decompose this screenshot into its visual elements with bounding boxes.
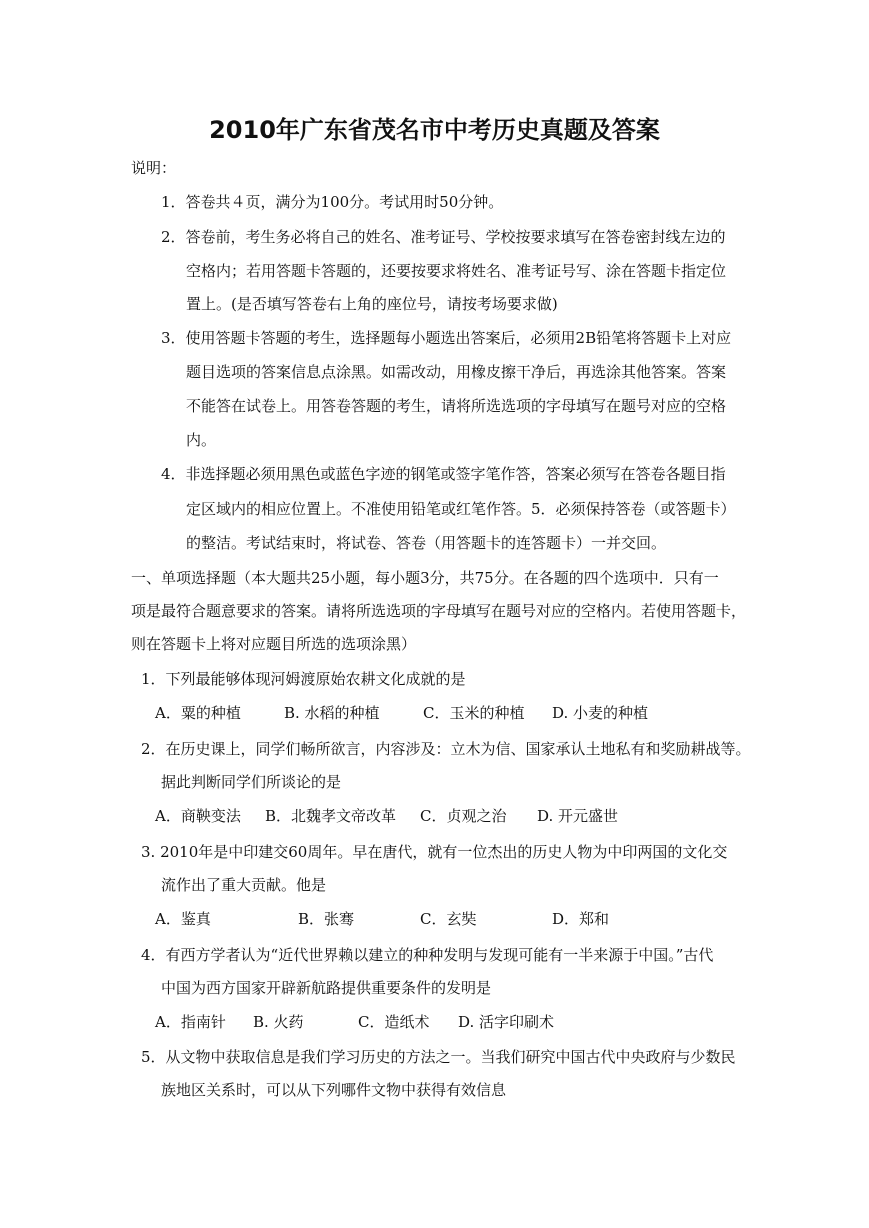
question-4-option-c: C．造纸术 <box>358 1013 430 1031</box>
question-2-stem-line-1: 2．在历史课上，同学们畅所欲言，内容涉及：立木为信、国家承认土地私有和奖励耕战等。 <box>141 740 751 758</box>
question-5-stem-line-2: 族地区关系时，可以从下列哪件文物中获得有效信息 <box>161 1081 507 1099</box>
intro-item-4-line-2: 定区域内的相应位置上。不准使用铅笔或红笔作答。5．必须保持答卷（或答题卡） <box>186 500 736 518</box>
intro-item-1-line-1: 1．答卷共４页，满分为100分。考试用时50分钟。 <box>161 193 504 211</box>
question-3-option-c: C．玄奘 <box>420 910 477 928</box>
question-4-option-a: A．指南针 <box>155 1013 226 1031</box>
question-4-stem-line-1: 4．有西方学者认为“近代世界赖以建立的种种发明与发现可能有一半来源于中国。”古代 <box>141 946 714 964</box>
question-2-option-a: A．商鞅变法 <box>155 807 241 825</box>
intro-item-2-line-3: 置上。(是否填写答卷右上角的座位号，请按考场要求做) <box>186 295 558 313</box>
question-2-options <box>155 806 715 826</box>
question-5-stem-line-1: 5．从文物中获取信息是我们学习历史的方法之一。当我们研究中国古代中央政府与少数民 <box>141 1048 736 1066</box>
question-2-option-c: C．贞观之治 <box>420 807 507 825</box>
page-title: 2010年广东省茂名市中考历史真题及答案 <box>209 116 660 144</box>
question-3-option-d: D．郑和 <box>552 910 610 928</box>
intro-item-2-line-1: 2．答卷前，考生务必将自己的姓名、准考证号、学校按要求填写在答卷密封线左边的 <box>161 228 726 246</box>
question-4-options <box>155 1012 715 1032</box>
question-1-option-b: B. 水稻的种植 <box>284 704 380 722</box>
section-heading-line-3: 则在答题卡上将对应题目所选的选项涂黑） <box>131 635 417 653</box>
question-3-stem-line-2: 流作出了重大贡献。他是 <box>161 876 327 894</box>
section-heading-line-2: 项是最符合题意要求的答案。请将所选选项的字母填写在题号对应的空格内。若使用答题卡， <box>131 602 747 620</box>
question-2-option-d: D. 开元盛世 <box>537 807 619 825</box>
intro-item-4-line-1: 4．非选择题必须用黑色或蓝色字迹的钢笔或签字笔作答，答案必须写在答卷各题目指 <box>161 465 726 483</box>
question-1-option-c: C．玉米的种植 <box>423 704 525 722</box>
intro-label: 说明： <box>131 159 177 177</box>
intro-item-3-line-1: 3．使用答题卡答题的考生，选择题每小题选出答案后，必须用2B铅笔将答题卡上对应 <box>161 329 732 347</box>
question-4-option-b: B. 火药 <box>253 1013 304 1031</box>
question-4-stem-line-2: 中国为西方国家开辟新航路提供重要条件的发明是 <box>161 979 492 997</box>
question-2-stem-line-2: 据此判断同学们所谈论的是 <box>161 773 342 791</box>
intro-item-4-line-3: 的整洁。考试结束时，将试卷、答卷（用答题卡的连答题卡）一并交回。 <box>186 534 667 552</box>
section-heading-line-1: 一、单项选择题（本大题共25小题，每小题3分，共75分。在各题的四个选项中．只有一 <box>131 569 719 587</box>
question-4-option-d: D. 活字印刷术 <box>458 1013 555 1031</box>
question-2-option-b: B．北魏孝文帝改革 <box>265 807 397 825</box>
question-1-stem: 1．下列最能够体现河姆渡原始农耕文化成就的是 <box>141 670 466 688</box>
question-3-options <box>155 909 715 929</box>
intro-item-3-line-3: 不能答在试卷上。用答卷答题的考生，请将所选选项的字母填写在题号对应的空格 <box>186 397 727 415</box>
question-3-stem-line-1: 3. 2010年是中印建交60周年。早在唐代，就有一位杰出的历史人物为中印两国的文化交 <box>141 843 728 861</box>
question-1-option-a: A．粟的种植 <box>155 704 241 722</box>
question-3-option-a: A．鉴真 <box>155 910 211 928</box>
question-3-option-b: B．张骞 <box>298 910 355 928</box>
intro-item-3-line-2: 题目选项的答案信息点涂黑。如需改动，用橡皮擦干净后，再选涂其他答案。答案 <box>186 363 727 381</box>
intro-item-2-line-2: 空格内；若用答题卡答题的，还要按要求将姓名、准考证号写、涂在答题卡指定位 <box>186 262 727 280</box>
question-1-option-d: D. 小麦的种植 <box>552 704 649 722</box>
intro-item-3-line-4: 内。 <box>186 431 217 449</box>
question-1-options <box>155 703 715 723</box>
